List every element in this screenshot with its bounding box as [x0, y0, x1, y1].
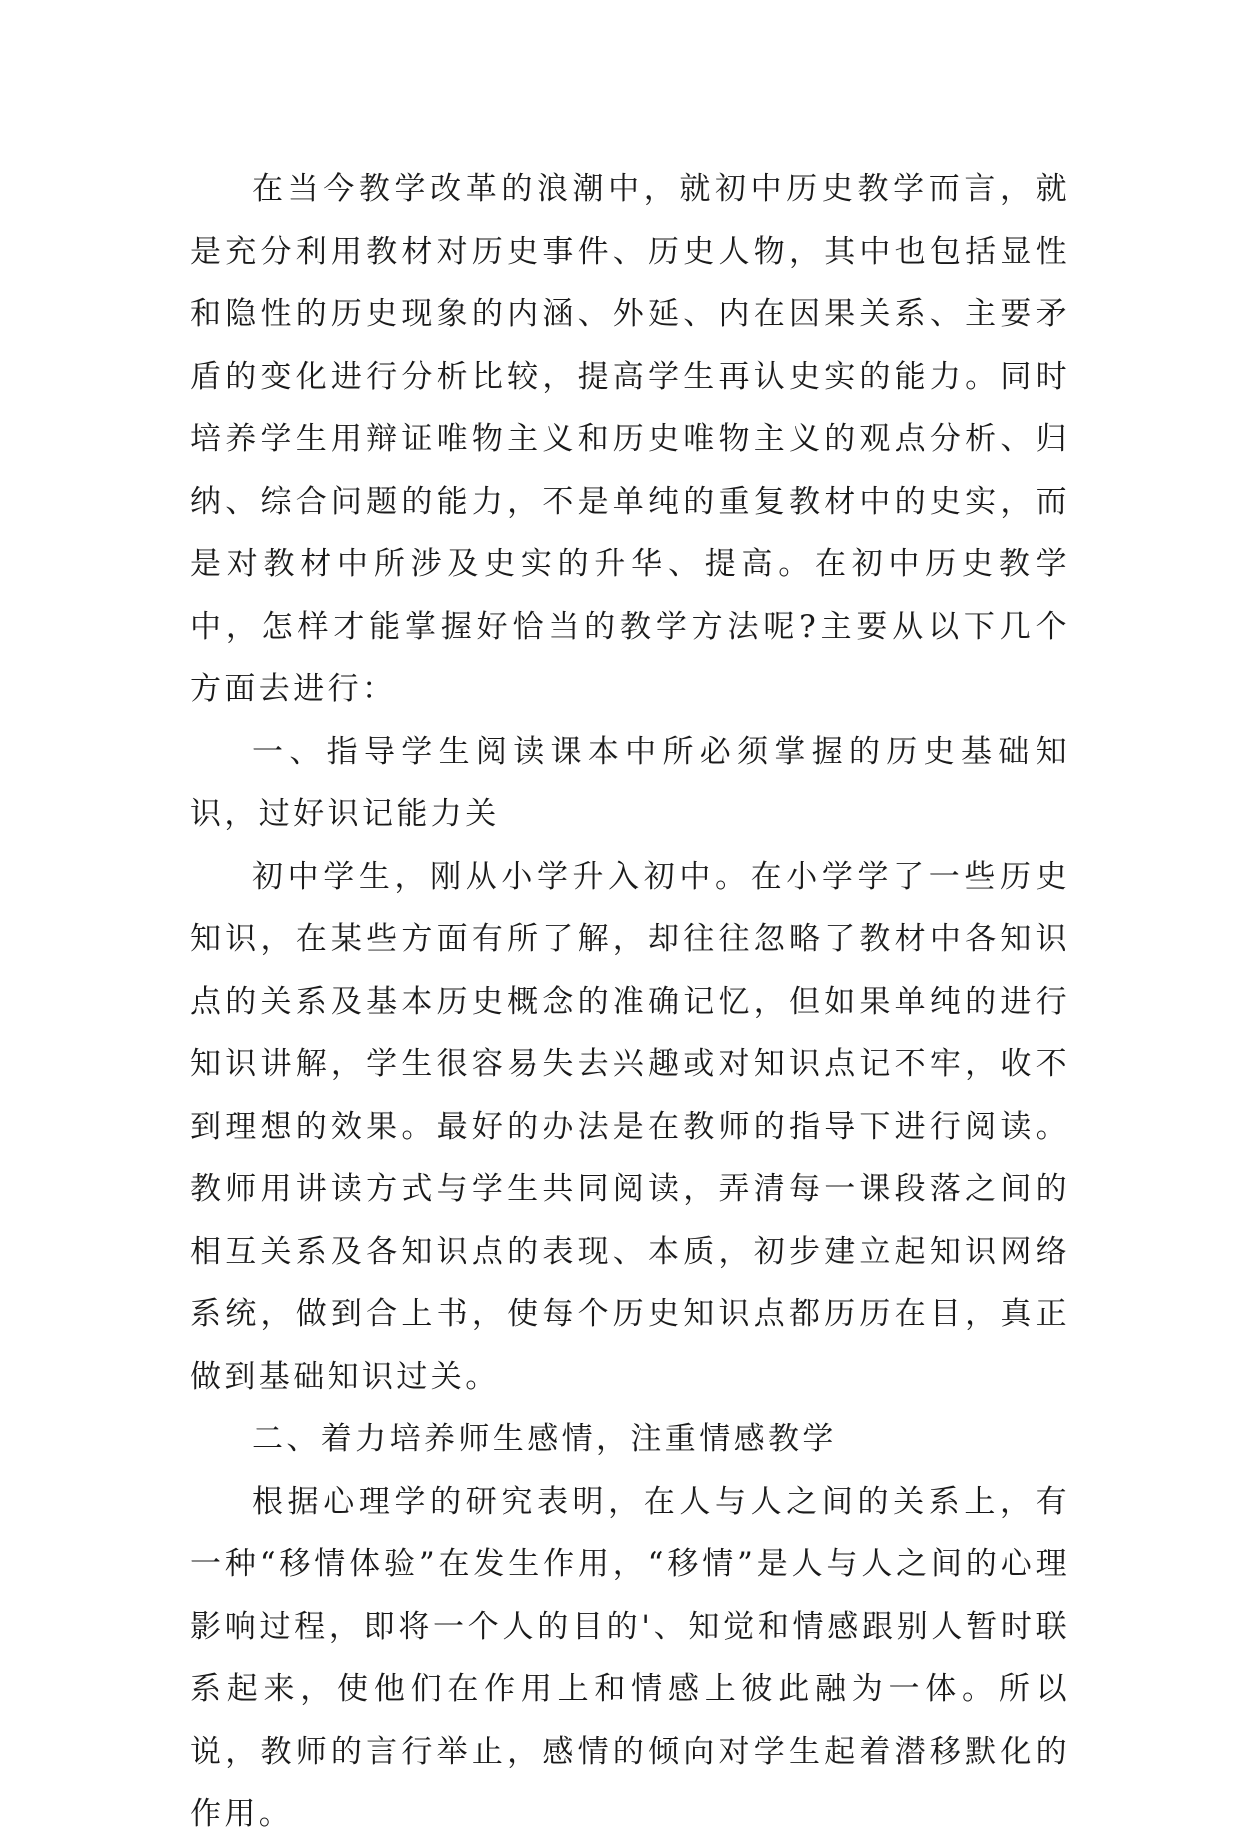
intro-paragraph: 在当今教学改革的浪潮中，就初中历史教学而言，就是充分利用教材对历史事件、历史人物，其中也包括显性和隐性的历史现象的内涵、外延、内在因果关系、主要矛盾的变化进行分析比较，提高学生再认史实的能力。同时培养学生用辩证唯物主义和历史唯物主义的观点分析、归纳、综合问题的能力，不是单纯的重复教材中的史实，而是对教材中所涉及史实的升华、提高。在初中历史教学中，怎样才能掌握好恰当的教学方法呢?主要从以下几个方面去进行： — [190, 171, 1070, 707]
section-1-paragraph: 初中学生，刚从小学升入初中。在小学学了一些历史知识，在某些方面有所了解，却往往忽略了教材中各知识点的关系及基本历史概念的准确记忆，但如果单纯的进行知识讲解，学生很容易失去兴趣或对知识点记不牢，收不到理想的效果。最好的办法是在教师的指导下进行阅读。教师用讲读方式与学生共同阅读，弄清每一课段落之间的相互关系及各知识点的表现、本质，初步建立起知识网络系统，做到合上书，使每个历史知识点都历历在目，真正做到基础知识过关。 — [190, 858, 1070, 1395]
section-heading-1: 一、指导学生阅读课本中所必须掌握的历史基础知识，过好识记能力关 — [190, 733, 1070, 832]
document-body — [190, 158, 1070, 1846]
section-heading-2: 二、着力培养师生感情，注重情感教学 — [252, 1421, 837, 1457]
section-2-paragraph: 根据心理学的研究表明，在人与人之间的关系上，有一种“移情体验”在发生作用，“移情”是人与人之间的心理影响过程，即将一个人的目的'、知觉和情感跟别人暂时联系起来，使他们在作用上和情感上彼此融为一体。所以说，教师的言行举止，感情的倾向对学生起着潜移默化的作用。 — [190, 1483, 1070, 1832]
